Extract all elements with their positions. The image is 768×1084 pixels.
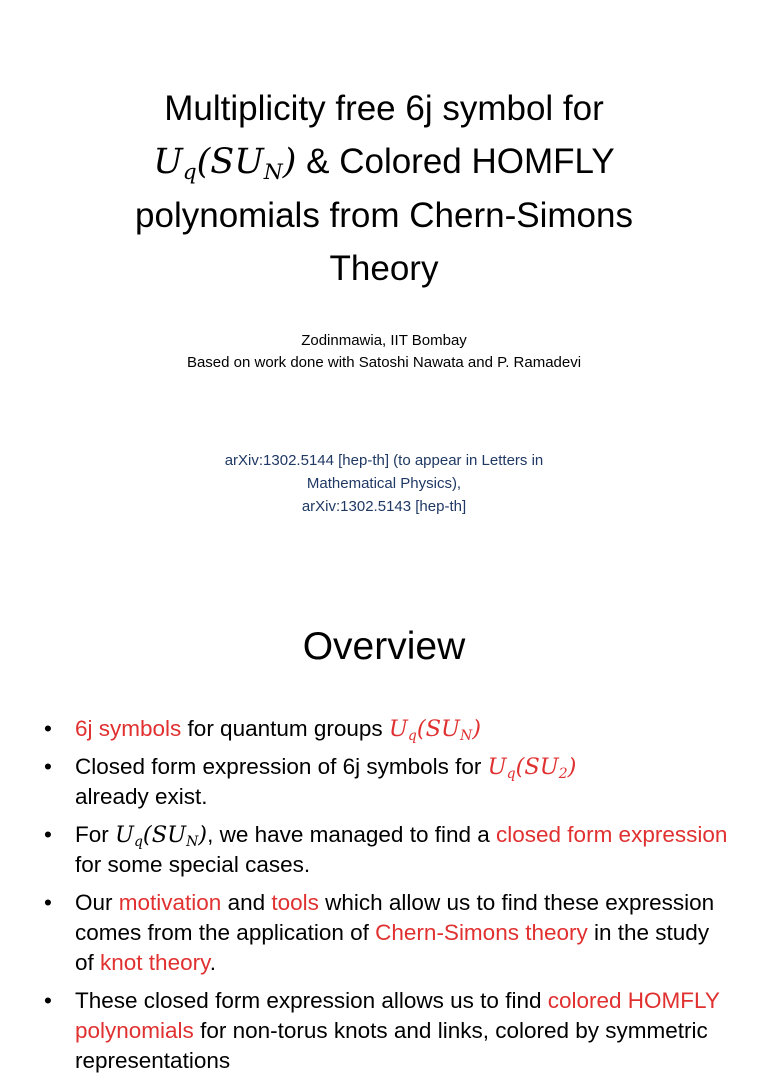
title-math-uq-sun: $U_q(SU_N)$ [153, 142, 297, 186]
slide-title [60, 82, 708, 295]
author-block [60, 330, 708, 374]
bullet-dot-icon: • [44, 822, 52, 847]
math-uq-sun: $U_q(SU_N)$ [115, 822, 208, 850]
title-line-4: Theory [329, 249, 439, 288]
title-line-1: Multiplicity free 6j symbol for [164, 89, 604, 128]
bullet-dot-icon: • [44, 716, 52, 741]
bullet-item-4: • Our motivation and tools which allow us to find these expression comes from the application of Chern-Simons theory in the study of knot theory. [44, 890, 715, 975]
bullet-dot-icon: • [44, 754, 52, 779]
title-line-2: $U_q(SU_N)$ & Colored HOMFLY [153, 142, 615, 186]
overview-bullet-list [44, 714, 734, 1084]
overview-heading: Overview [302, 625, 466, 668]
bullet-item-1: • 6j symbols for quantum groups $U_q(SU_N)$ [44, 716, 481, 744]
author-collaborators: Based on work done with Satoshi Nawata and P. Ramadevi [186, 354, 582, 371]
bullet-item-2: • Closed form expression of 6j symbols for $U_q(SU_2)$ already exist. [44, 754, 577, 809]
bullet-item-3: • For $U_q(SU_N)$, we have managed to find a closed form expression for some special cases. [44, 822, 728, 877]
math-uq-su2: $U_q(SU_2)$ [487, 754, 577, 782]
title-line-3: polynomials from Chern-Simons [135, 196, 633, 235]
arxiv-ref-line-2: Mathematical Physics), [306, 475, 462, 492]
arxiv-ref-line-1: arXiv:1302.5144 [hep-th] (to appear in Letters in [224, 452, 544, 469]
author-name: Zodinmawia, IIT Bombay [301, 332, 467, 349]
arxiv-references [120, 449, 648, 518]
arxiv-ref-line-3: arXiv:1302.5143 [hep-th] [301, 498, 467, 515]
bullet-dot-icon: • [44, 988, 52, 1013]
overview-slide [0, 574, 768, 1073]
bullet-item-5: • These closed form expression allows us to find colored HOMFLY polynomials for non-torus knots and links, colored by symmetric representations [44, 988, 720, 1073]
math-uq-sun: $U_q(SU_N)$ [388, 716, 481, 744]
bullet-dot-icon: • [44, 890, 52, 915]
